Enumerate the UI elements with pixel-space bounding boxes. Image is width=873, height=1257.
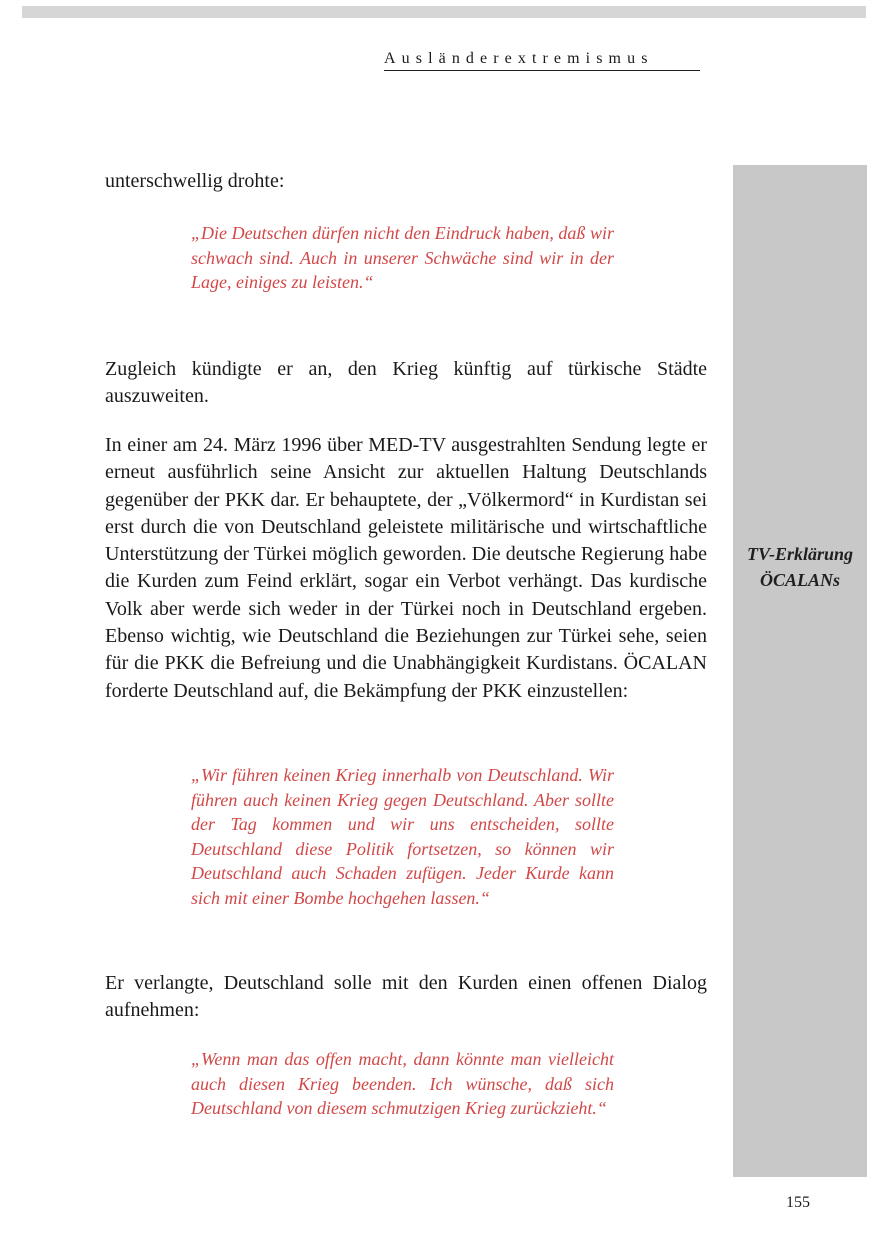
margin-note xyxy=(733,541,867,593)
quote-second: „Wir führen keinen Krieg innerhalb von Deutschland. Wir führen auch keinen Krieg gegen Deutschland. Aber sollte der Tag kommen und wir uns entscheiden, sollte Deutschland diese Politik fortsetzen, so können wir Deutschland auch Schaden zufügen. Jeder Kurde kann sich mit einer Bombe hochgehen lassen.“ xyxy=(191,765,614,908)
paragraph-announcement: Zugleich kündigte er an, den Krieg künftig auf türkische Städte auszuweiten. xyxy=(105,358,707,408)
margin-note-line2: ÖCALANs xyxy=(759,570,840,590)
margin-sidebar xyxy=(733,165,867,1177)
margin-note-line1: TV-Erklärung xyxy=(746,544,854,564)
paragraph-dialog: Er verlangte, Deutschland solle mit den Kurden einen offenen Dialog aufnehmen: xyxy=(105,972,707,1022)
top-scan-edge xyxy=(22,6,866,18)
quote-third: „Wenn man das offen macht, dann könnte man vielleicht auch diesen Krieg beenden. Ich wünsche, daß sich Deutschland von diesem schmutzigen Krieg zurückzieht.“ xyxy=(191,1049,614,1118)
paragraph-tv-broadcast: In einer am 24. März 1996 über MED-TV ausgestrahlten Sendung legte er erneut ausführlich seine Ansicht zur aktuellen Haltung Deutschlands gegenüber der PKK dar. Er behauptete, der „Völkermord“ in Kurdistan sei erst durch die von Deutschland geleistete militärische und wirtschaftliche Unterstützung der Türkei möglich geworden. Die deutsche Regierung habe die Kurden zum Feind erklärt, sogar ein Verbot verhängt. Das kurdische Volk aber werde sich weder in der Türkei noch in Deutschland ergeben. Ebenso wichtig, wie Deutschland die Beziehungen zur Türkei sehe, seien für die PKK die Befreiung und die Unabhängigkeit Kurdistans. ÖCALAN forderte Deutschland auf, die Bekämpfung der PKK einzustellen: xyxy=(105,434,707,702)
paragraph-intro: unterschwellig drohte: xyxy=(105,170,285,192)
running-header: Ausländerextremismus xyxy=(384,50,700,71)
quote-first: „Die Deutschen dürfen nicht den Eindruck haben, daß wir schwach sind. Auch in unserer Schwäche sind wir in der Lage, einiges zu leisten.“ xyxy=(191,223,614,292)
page-number: 155 xyxy=(786,1194,810,1211)
